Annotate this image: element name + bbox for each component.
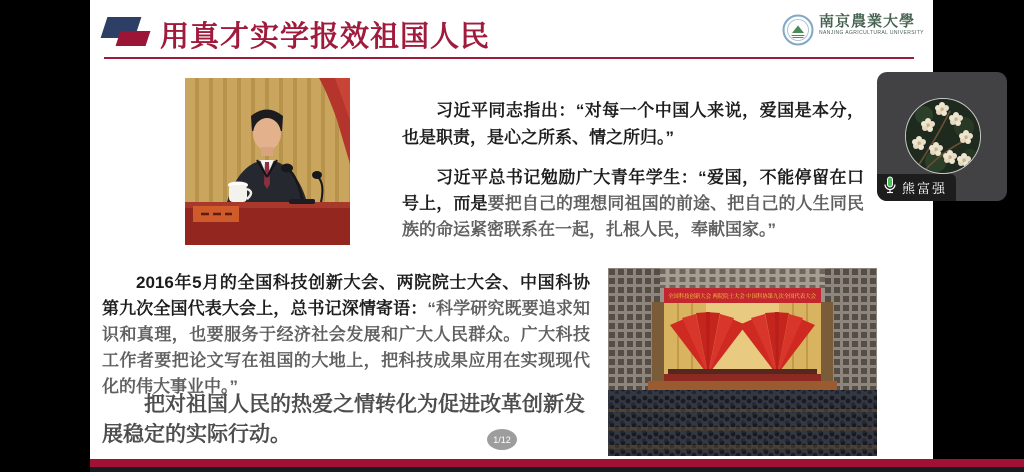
participant-tile[interactable] <box>877 72 1007 201</box>
microphone-icon <box>883 176 897 200</box>
paragraph-quote-2 <box>402 165 864 243</box>
conference-hall-photo <box>608 268 877 456</box>
page-indicator: 1/12 <box>487 429 517 450</box>
conference-banner-text: 全国科技创新大会 两院院士大会 中国科协第九次全国代表大会 <box>668 294 820 300</box>
title-underline <box>104 57 914 59</box>
university-emblem-icon <box>782 14 814 51</box>
paragraph-quote-2-quote: 要把自己的理想同祖国的前途、把自己的人生同民族的命运紧密联系在一起，扎根人民，奉献国家。” <box>402 194 865 239</box>
university-name <box>819 14 924 36</box>
presentation-slide <box>90 0 933 459</box>
university-name-en: NANJING AGRICULTURAL UNIVERSITY <box>819 30 924 36</box>
participant-name: 熊富强 <box>902 181 948 196</box>
slide-footer-strip <box>90 467 1024 472</box>
university-name-zh: 南京農業大學 <box>819 12 916 30</box>
slide-title: 用真才实学报效祖国人民 <box>160 21 491 53</box>
paragraph-quote-3-lead: 2016年5月的全国科技创新大会、两院院士大会、中国科协第九次全国代表大会上，总书记深情寄语： <box>102 273 590 318</box>
participant-avatar <box>905 98 981 174</box>
paragraph-quote-2-lead: 习近平总书记勉励广大青年学生：“爱国，不能停留在口号上，而是 <box>402 168 864 213</box>
paragraph-quote-3 <box>102 270 590 400</box>
title-decoration-red <box>116 31 151 46</box>
paragraph-quote-3-quote: “科学研究既要追求知识和真理，也要服务于经济社会发展和广大人民群众。广大科技工作者要把论文写在祖国的大地上，把科技成果应用在实现现代化的伟大事业中。” <box>102 299 590 396</box>
xi-jinping-photo <box>185 78 350 245</box>
university-logo <box>782 14 924 51</box>
paragraph-quote-1-text: 习近平同志指出：“对每一个中国人来说，爱国是本分，也是职责，是心之所系、情之所归。” <box>402 101 864 147</box>
participant-namebar <box>877 174 956 201</box>
slide-emphasis-text: 把对祖国人民的热爱之情转化为促进改革创新发展稳定的实际行动。 <box>102 393 585 446</box>
slide-footer-bar <box>90 459 1024 467</box>
paragraph-quote-1 <box>402 97 864 151</box>
